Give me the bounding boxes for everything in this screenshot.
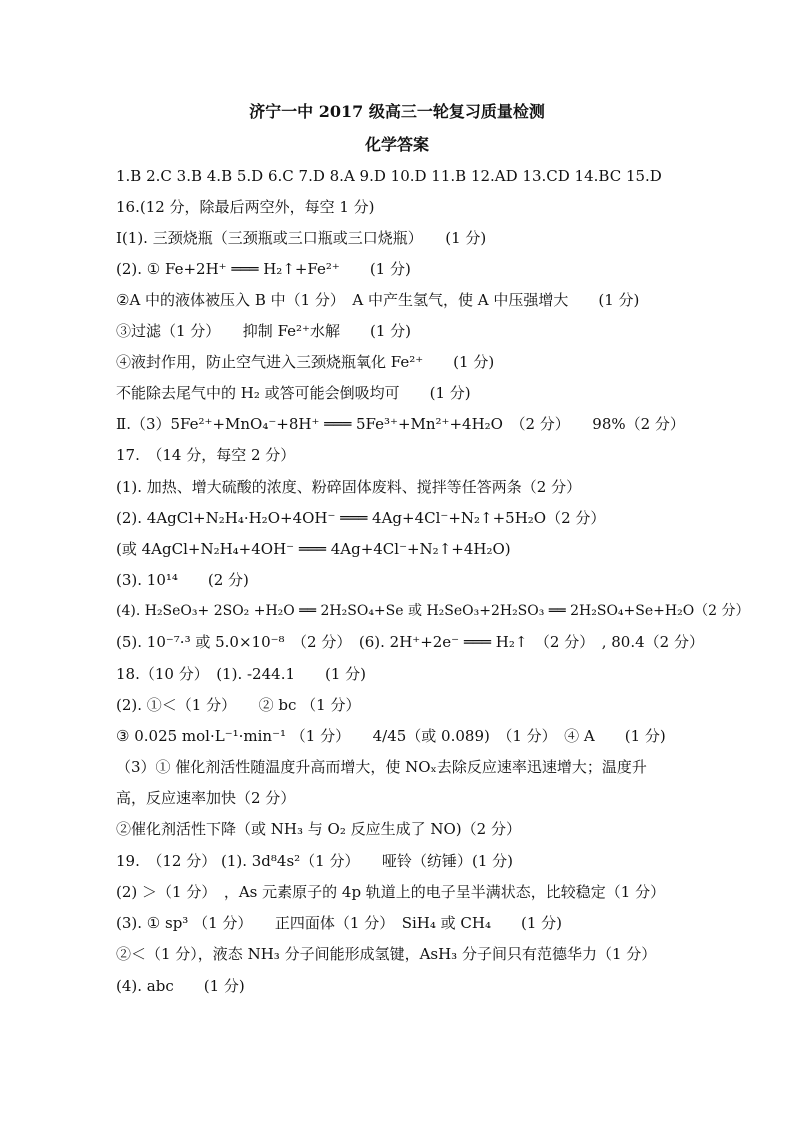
q17-header: 17. （14 分，每空 2 分） bbox=[116, 446, 296, 464]
q18-part3-2: ②催化剂活性下降（或 NH₃ 与 O₂ 反应生成了 NO)（2 分） bbox=[116, 820, 521, 838]
page-title: 济宁一中 2017 级高三一轮复习质量检测 bbox=[249, 102, 545, 121]
q16-part2: ②A 中的液体被压入 B 中（1 分） A 中产生氢气，使 A 中压强增大 (1 分) bbox=[116, 291, 640, 309]
q19-part2: (2) ＞（1 分） ，As 元素原子的 4p 轨道上的电子呈半满状态，比较稳定（1 分） bbox=[116, 883, 666, 901]
q16-part3: ③过滤（1 分） 抑制 Fe²⁺水解 (1 分) bbox=[116, 322, 411, 340]
q18-header: 18.（10 分） (1). -244.1 (1 分) bbox=[116, 665, 367, 683]
q16-part4: ④液封作用，防止空气进入三颈烧瓶氧化 Fe²⁺ (1 分) bbox=[116, 353, 495, 371]
q17-part1: (1). 加热、增大硫酸的浓度、粉碎固体废料、搅拌等任答两条（2 分） bbox=[116, 478, 582, 496]
q18-part2: (2). ①＜（1 分） ② bc （1 分） bbox=[116, 696, 361, 714]
q16-part5: 不能除去尾气中的 H₂ 或答可能会倒吸均可 (1 分) bbox=[116, 384, 471, 402]
q17-part4: (4). H₂SeO₃+ 2SO₂ +H₂O ══ 2H₂SO₄+Se 或 H₂SeO₃+2H₂SO₃ ══ 2H₂SO₄+Se+H₂O（2 分） bbox=[116, 603, 750, 619]
q19-part3-2: ②＜（1 分），液态 NH₃ 分子间能形成氢键，AsH₃ 分子间只有范德华力（1 分） bbox=[116, 945, 657, 963]
q19-part4: (4). abc (1 分) bbox=[116, 977, 245, 995]
q17-part5-6: (5). 10⁻⁷·³ 或 5.0×10⁻⁸ （2 分） (6). 2H⁺+2e⁻ ═══ H₂↑ （2 分） , 80.4（2 分） bbox=[116, 633, 704, 651]
q16-part1-2: (2). ① Fe+2H⁺ ═══ H₂↑+Fe²⁺ (1 分) bbox=[116, 260, 411, 278]
mc-answers-line: 1.B 2.C 3.B 4.B 5.D 6.C 7.D 8.A 9.D 10.D 11.B 12.AD 13.CD 14.BC 15.D bbox=[116, 167, 662, 185]
q16-part-ii: Ⅱ.（3）5Fe²⁺+MnO₄⁻+8H⁺ ═══ 5Fe³⁺+Mn²⁺+4H₂O （2 分） 98%（2 分） bbox=[116, 415, 685, 433]
q17-part2-alt: (或 4AgCl+N₂H₄+4OH⁻ ═══ 4Ag+4Cl⁻+N₂↑+4H₂O) bbox=[116, 540, 511, 558]
q16-part1-1: I(1). 三颈烧瓶（三颈瓶或三口瓶或三口烧瓶） (1 分) bbox=[116, 229, 487, 247]
q19-part3: (3). ① sp³ （1 分） 正四面体（1 分） SiH₄ 或 CH₄ (1 分) bbox=[116, 914, 562, 932]
q17-part2: (2). 4AgCl+N₂H₄·H₂O+4OH⁻ ═══ 4Ag+4Cl⁻+N₂↑+5H₂O（2 分） bbox=[116, 509, 606, 527]
q19-header: 19. （12 分） (1). 3d⁸4s²（1 分） 哑铃（纺锤）(1 分) bbox=[116, 852, 514, 870]
q17-part3: (3). 10¹⁴ (2 分) bbox=[116, 571, 249, 589]
q16-header: 16.(12 分，除最后两空外，每空 1 分) bbox=[116, 198, 375, 216]
q18-part2-3: ③ 0.025 mol·L⁻¹·min⁻¹ （1 分） 4/45（或 0.089) （1 分） ④ A (1 分) bbox=[116, 727, 666, 745]
page-subtitle: 化学答案 bbox=[364, 135, 429, 154]
q18-part3: （3）① 催化剂活性随温度升高而增大，使 NOₓ去除反应速率迅速增大；温度升高，反应速率加快（2 分） bbox=[116, 758, 647, 807]
